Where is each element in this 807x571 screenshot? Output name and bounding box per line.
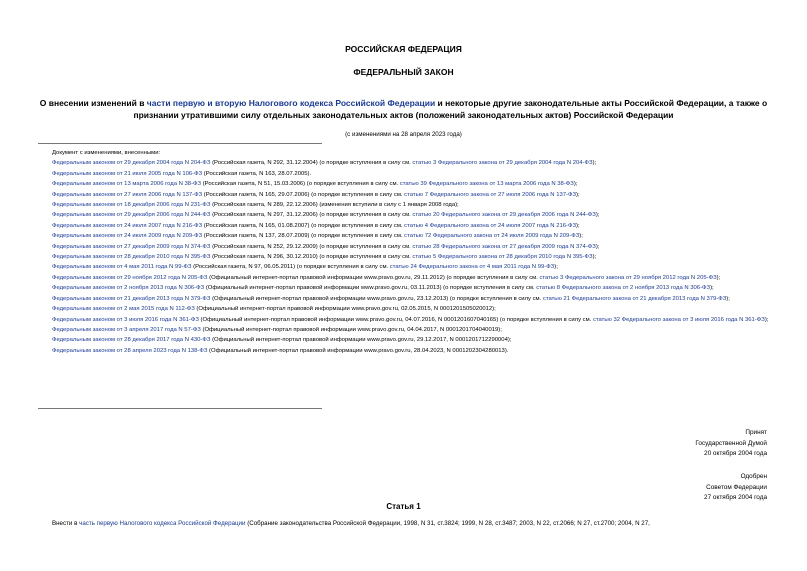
change-publication: (Официальный интернет-портал правовой информации www.pravo.gov.ru, 28.04.2023, N 0001202304280013). (207, 347, 509, 354)
entry-into-force-link[interactable]: статью 4 Федерального закона от 24 июля 2007 года N 216-ФЗ (404, 222, 577, 229)
change-publication: (Российская газета, N 51, 15.03.2006) (о порядке вступления в силу см. (201, 181, 400, 188)
entry-into-force-link[interactable]: статью 5 Федерального закона от 28 декабря 2010 года N 395-ФЗ (412, 254, 593, 261)
title-part2: и некоторые другие законодательные акты Российской Федерации, а также о признании утратившими силу отдельных законодательных актов (положений законодательных актов) Российской Федерации (133, 98, 768, 120)
intro-code-link[interactable]: часть первую Налогового кодекса Российской Федерации (79, 520, 246, 527)
change-entry (38, 169, 770, 179)
change-tail: ); (573, 181, 578, 188)
change-publication: (Официальный интернет-портал правовой информации www.pravo.gov.ru, 29.11.2012) (о порядке вступления в силу см. (207, 274, 540, 281)
change-tail: ); (595, 212, 600, 219)
change-entry (38, 179, 770, 189)
entry-into-force-link[interactable]: статью 8 Федерального закона от 2 ноября 2013 года N 306-ФЗ (536, 285, 711, 292)
amended-note: (с изменениями на 28 апреля 2023 года) (345, 131, 462, 138)
entry-into-force-link[interactable]: статью 21 Федерального закона от 21 декабря 2013 года N 379-ФЗ (542, 295, 727, 302)
change-publication: (Российская газета, N 97, 06.05.2011) (о порядке вступления в силу см. (191, 264, 390, 271)
amending-law-link[interactable]: Федеральным законом от 18 декабря 2006 года N 231-ФЗ (52, 202, 211, 209)
change-tail: ); (595, 243, 600, 250)
change-publication: (Российская газета, N 163, 28.07.2005). (202, 170, 312, 177)
amending-law-link[interactable]: Федеральным законом от 29 ноября 2012 года N 205-ФЗ (52, 274, 208, 281)
article-intro (52, 520, 772, 527)
approved-block (567, 472, 767, 504)
approved-body: Советом Федерации (706, 483, 767, 491)
amending-law-link[interactable]: Федеральным законом от 2 ноября 2013 года N 306-ФЗ (52, 285, 205, 292)
change-entry (38, 190, 770, 200)
amending-law-link[interactable]: Федеральным законом от 3 апреля 2017 года N 57-ФЗ (52, 326, 201, 333)
bottom-divider (38, 408, 322, 409)
doc-type-heading: ФЕДЕРАЛЬНЫЙ ЗАКОН (353, 67, 454, 77)
amending-law-link[interactable]: Федеральным законом от 24 июля 2007 года N 216-ФЗ (52, 222, 203, 229)
change-tail: ); (716, 274, 721, 281)
change-tail: ); (554, 264, 558, 271)
change-entry (38, 283, 770, 293)
amending-law-link[interactable]: Федеральным законом от 28 апреля 2023 года N 138-ФЗ (52, 347, 208, 354)
intro-rest: (Собрание законодательства Российской Федерации, 1998, N 31, ст.3824; 1999, N 28, ст.3487; 2003, N 22, ст.2066; N 27, ст.2700; 2004, N 27, (245, 520, 650, 527)
change-publication: (Официальный интернет-портал правовой информации www.pravo.gov.ru, 23.12.2013) (о порядке вступления в силу см. (210, 295, 543, 302)
amending-law-link[interactable]: Федеральным законом от 21 декабря 2013 года N 379-ФЗ (52, 295, 211, 302)
title-part1: О внесении изменений в (39, 98, 147, 108)
amending-law-link[interactable]: Федеральным законом от 27 декабря 2009 года N 374-ФЗ (52, 243, 211, 250)
change-entry (38, 304, 770, 314)
amending-law-link[interactable]: Федеральным законом от 13 марта 2006 года N 38-ФЗ (52, 181, 202, 188)
amending-law-link[interactable]: Федеральным законом от 29 декабря 2004 года N 204-ФЗ (52, 160, 211, 167)
entry-into-force-link[interactable]: статью 32 Федерального закона от 3 июля 2016 года N 361-ФЗ (592, 316, 765, 323)
amending-law-link[interactable]: Федеральным законом от 4 мая 2011 года N 99-ФЗ (52, 264, 192, 271)
change-tail: ); (576, 191, 580, 198)
change-entry (38, 346, 770, 356)
entry-into-force-link[interactable]: статью 7 Федерального закона от 27 июля 2006 года N 137-ФЗ (404, 191, 577, 198)
law-title (38, 97, 769, 121)
adopted-body: Государственной Думой (695, 439, 767, 447)
change-entry (38, 262, 770, 272)
intro-prefix: Внести в (52, 520, 80, 527)
entry-into-force-link[interactable]: статью 3 Федерального закона от 29 декабря 2004 года N 204-ФЗ (412, 160, 593, 167)
adopted-label: Принят (745, 429, 767, 436)
change-entry (38, 231, 770, 241)
change-tail: ); (726, 295, 730, 302)
change-entry (38, 252, 770, 262)
change-entry (38, 273, 770, 283)
amending-law-link[interactable]: Федеральным законом от 3 июля 2016 года N 361-ФЗ (52, 316, 199, 323)
change-publication: (Российская газета, N 252, 29.12.2009) (о порядке вступления в силу см. (210, 243, 413, 250)
change-publication: (Официальный интернет-портал правовой информации www.pravo.gov.ru, 02.05.2015, N 0001201505020012); (194, 306, 496, 313)
entry-into-force-link[interactable]: статью 24 Федерального закона от 4 мая 2011 года N 99-ФЗ (389, 264, 555, 271)
amending-law-link[interactable]: Федеральным законом от 27 июля 2006 года N 137-ФЗ (52, 191, 203, 198)
changes-rows (38, 158, 770, 356)
amending-law-link[interactable]: Федеральным законом от 2 мая 2015 года N 112-ФЗ (52, 306, 195, 313)
change-entry (38, 335, 770, 345)
change-entry (38, 158, 770, 168)
change-entry (38, 210, 770, 220)
changes-list (38, 148, 770, 356)
amending-law-link[interactable]: Федеральным законом от 21 июля 2005 года N 106-ФЗ (52, 170, 203, 177)
change-entry (38, 200, 770, 210)
change-publication: (Российская газета, N 296, 30.12.2010) (о порядке вступления в силу см. (210, 254, 413, 261)
entry-into-force-link[interactable]: статью 28 Федерального закона от 27 декабря 2009 года N 374-ФЗ (412, 243, 596, 250)
change-publication: (Официальный интернет-портал правовой информации www.pravo.gov.ru, 04.07.2016, N 0001201607040165) (о порядке вступления в силу см. (198, 316, 593, 323)
change-entry (38, 294, 770, 304)
adopted-block (567, 428, 767, 460)
change-publication: (Официальный интернет-портал правовой информации www.pravo.gov.ru, 04.04.2017, N 0001201704040019); (200, 326, 502, 333)
change-entry (38, 315, 770, 325)
title-code-link[interactable]: части первую и вторую Налогового кодекса Российской Федерации (146, 98, 436, 108)
approved-label: Одобрен (740, 473, 767, 480)
change-publication: (Российская газета, N 289, 22.12.2006) (изменения вступили в силу с 1 января 2008 года); (210, 202, 459, 209)
change-tail: ); (576, 222, 580, 229)
change-tail: ); (592, 160, 597, 167)
change-tail: ); (764, 316, 769, 323)
change-tail: ); (710, 285, 714, 292)
change-tail: ); (579, 233, 583, 240)
amending-law-link[interactable]: Федеральным законом от 28 декабря 2010 года N 395-ФЗ (52, 254, 211, 261)
entry-into-force-link[interactable]: статью 20 Федерального закона от 29 декабря 2006 года N 244-ФЗ (412, 212, 596, 219)
change-publication: (Российская газета, N 297, 31.12.2006) (о порядке вступления в силу см. (210, 212, 413, 219)
change-publication: (Официальный интернет-портал правовой информации www.pravo.gov.ru, 03.11.2013) (о порядке вступления в силу см. (204, 285, 537, 292)
changes-heading: Документ с изменениями, внесенными: (52, 150, 161, 156)
change-entry (38, 325, 770, 335)
change-entry (38, 242, 770, 252)
amending-law-link[interactable]: Федеральным законом от 29 декабря 2006 года N 244-ФЗ (52, 212, 211, 219)
top-divider (38, 143, 322, 144)
country-heading: РОССИЙСКАЯ ФЕДЕРАЦИЯ (345, 44, 462, 54)
change-tail: ); (592, 254, 597, 261)
change-publication: (Российская газета, N 137, 28.07.2009) (о порядке вступления в силу см. (202, 233, 405, 240)
change-publication: (Российская газета, N 165, 01.08.2007) (о порядке вступления в силу см. (202, 222, 405, 229)
adopted-date: 20 октября 2004 года (704, 450, 767, 457)
change-publication: (Российская газета, N 165, 29.07.2006) (о порядке вступления в силу см. (202, 191, 405, 198)
entry-into-force-link[interactable]: статью 72 Федерального закона от 24 июля 2009 года N 209-ФЗ (404, 233, 580, 240)
entry-into-force-link[interactable]: статью 39 Федерального закона от 13 марта 2006 года N 38-ФЗ (399, 181, 574, 188)
article-heading: Статья 1 (386, 502, 421, 511)
amending-law-link[interactable]: Федеральным законом от 24 июля 2009 года N 209-ФЗ (52, 233, 203, 240)
approved-date: 27 октября 2004 года (704, 494, 767, 501)
change-publication: (Российская газета, N 292, 31.12.2004) (о порядке вступления в силу см. (210, 160, 413, 167)
change-entry (38, 221, 770, 231)
change-publication: (Официальный интернет-портал правовой информации www.pravo.gov.ru, 29.12.2017, N 0001201712290004); (210, 337, 512, 344)
amending-law-link[interactable]: Федеральным законом от 28 декабря 2017 года N 430-ФЗ (52, 337, 211, 344)
entry-into-force-link[interactable]: статью 3 Федерального закона от 29 ноября 2012 года N 205-ФЗ (539, 274, 717, 281)
